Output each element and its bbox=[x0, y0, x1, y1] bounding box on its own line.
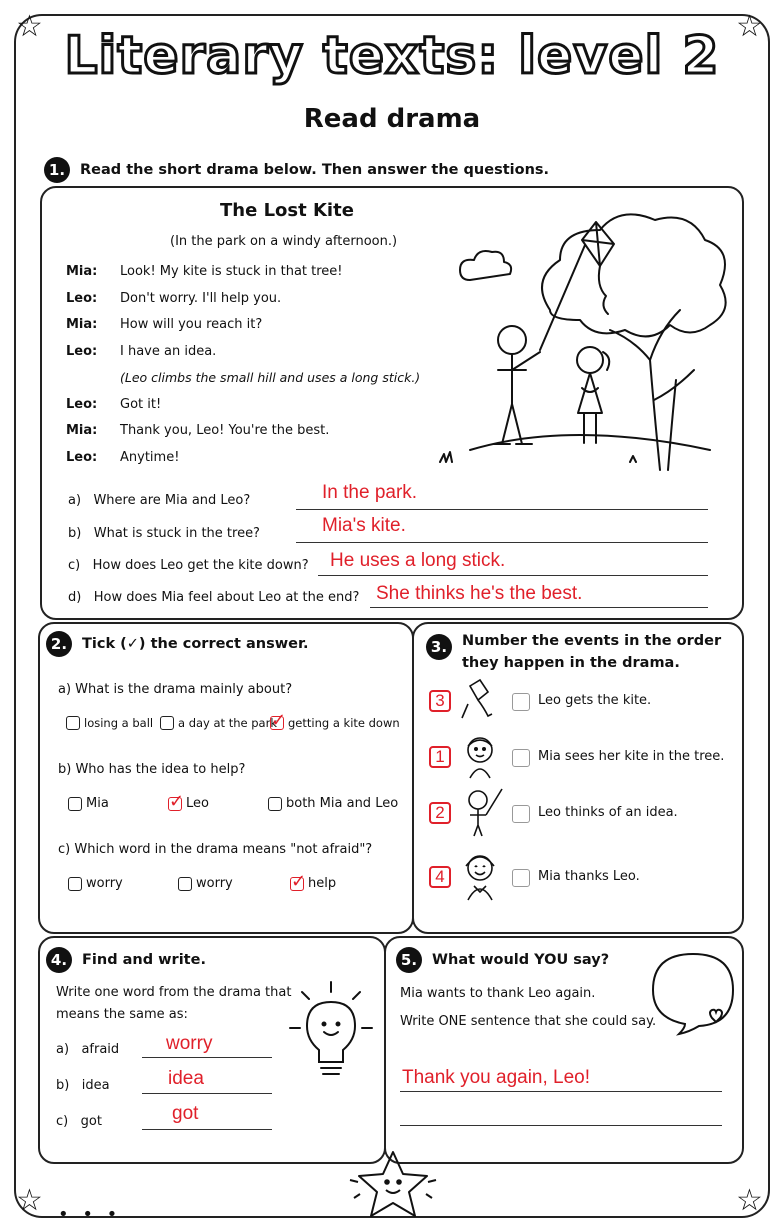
speaker: Leo: bbox=[66, 450, 98, 465]
answer-line[interactable] bbox=[296, 508, 708, 510]
event-checkbox[interactable] bbox=[512, 869, 530, 887]
event-order-number[interactable]: 3 bbox=[429, 690, 451, 712]
q2-option[interactable] bbox=[268, 796, 398, 811]
dialogue-line bbox=[66, 317, 262, 332]
speaker: Leo: bbox=[66, 291, 98, 306]
q5-number: 5. bbox=[396, 947, 422, 973]
answer-line[interactable] bbox=[142, 1056, 272, 1058]
q1-instruction: Read the short drama below. Then answer the questions. bbox=[80, 162, 550, 178]
q1-answer-a: In the park. bbox=[322, 482, 418, 503]
event-text: Mia thanks Leo. bbox=[538, 869, 640, 884]
option-label: getting a kite down bbox=[288, 716, 400, 730]
speaker: Leo: bbox=[66, 397, 98, 412]
dialogue-line bbox=[66, 291, 281, 306]
option-label: help bbox=[308, 876, 337, 891]
q5-heading bbox=[396, 947, 609, 973]
q2-question-a: a) What is the drama mainly about? bbox=[58, 682, 293, 697]
q4-prompt-line2: means the same as: bbox=[56, 1007, 188, 1022]
label: a) bbox=[68, 493, 82, 508]
worksheet-title: Literary texts: level 2 bbox=[64, 26, 720, 86]
checkbox-checked[interactable] bbox=[290, 877, 304, 891]
q4-answer-b: idea bbox=[168, 1068, 204, 1089]
action-direction: (Leo climbs the small hill and uses a long stick.) bbox=[120, 370, 421, 385]
word: got bbox=[80, 1114, 102, 1129]
q1-question-a bbox=[68, 493, 250, 508]
dots-decoration-bottom: • • • bbox=[58, 1204, 122, 1225]
checkbox[interactable] bbox=[160, 716, 174, 730]
q2-option[interactable] bbox=[290, 876, 336, 891]
q2-option[interactable] bbox=[168, 796, 209, 811]
option-label: both Mia and Leo bbox=[286, 796, 399, 811]
worksheet-subtitle: Read drama bbox=[303, 104, 481, 134]
q3-number: 3. bbox=[426, 634, 452, 660]
star-icon-top-right: ☆ bbox=[736, 9, 763, 44]
girl-face-icon bbox=[460, 734, 502, 780]
event-order-number[interactable]: 4 bbox=[429, 866, 451, 888]
speaker: Mia: bbox=[66, 317, 98, 332]
checkbox[interactable] bbox=[66, 716, 80, 730]
q1-question-d bbox=[68, 590, 359, 605]
q5-instruction: What would YOU say? bbox=[432, 952, 610, 968]
q2-option[interactable] bbox=[68, 876, 123, 891]
line-text: Got it! bbox=[120, 397, 162, 412]
label: a) bbox=[56, 1042, 70, 1057]
label: b) bbox=[68, 526, 82, 541]
kite-icon bbox=[460, 678, 502, 722]
q1-answer-c: He uses a long stick. bbox=[330, 550, 506, 571]
star-icon-top-left: ☆ bbox=[16, 9, 43, 44]
event-order-number[interactable]: 2 bbox=[429, 802, 451, 824]
q2-option[interactable] bbox=[160, 716, 277, 730]
checkbox[interactable] bbox=[68, 797, 82, 811]
speech-bubble-icon bbox=[648, 950, 738, 1036]
label: b) bbox=[56, 1078, 70, 1093]
question-text: What is stuck in the tree? bbox=[93, 526, 260, 541]
lightbulb-icon bbox=[286, 978, 376, 1088]
q4-number: 4. bbox=[46, 947, 72, 973]
checkbox[interactable] bbox=[68, 877, 82, 891]
q5-answer: Thank you again, Leo! bbox=[402, 1067, 591, 1088]
q2-instruction: Tick (✓) the correct answer. bbox=[82, 636, 309, 652]
q1-answer-b: Mia's kite. bbox=[322, 515, 406, 536]
stage-direction: (In the park on a windy afternoon.) bbox=[170, 234, 398, 249]
option-label: a day at the park bbox=[178, 716, 277, 730]
q3-heading bbox=[426, 630, 721, 674]
answer-line[interactable] bbox=[318, 574, 708, 576]
checkbox[interactable] bbox=[178, 877, 192, 891]
q1-answer-d: She thinks he's the best. bbox=[376, 583, 583, 604]
label: c) bbox=[56, 1114, 69, 1129]
q4-instruction: Find and write. bbox=[82, 952, 206, 968]
q3-instruction-line1: Number the events in the order bbox=[462, 633, 722, 649]
drama-title: The Lost Kite bbox=[220, 200, 354, 221]
speaker: Mia: bbox=[66, 264, 98, 279]
line-text: How will you reach it? bbox=[120, 317, 263, 332]
q4-prompt-line1: Write one word from the drama that bbox=[56, 985, 292, 1000]
event-checkbox[interactable] bbox=[512, 749, 530, 767]
speaker: Leo: bbox=[66, 344, 98, 359]
boy-with-stick-icon bbox=[460, 788, 506, 838]
q2-option[interactable] bbox=[66, 716, 153, 730]
q1-question-c bbox=[68, 558, 309, 573]
label: d) bbox=[68, 590, 82, 605]
star-icon-bottom-left: ☆ bbox=[16, 1183, 43, 1218]
q1-heading bbox=[44, 157, 549, 183]
checkbox-checked[interactable] bbox=[270, 716, 284, 730]
checkbox-checked[interactable] bbox=[168, 797, 182, 811]
q4-item-b bbox=[56, 1078, 110, 1093]
dialogue-line bbox=[66, 264, 343, 279]
event-checkbox[interactable] bbox=[512, 805, 530, 823]
answer-line[interactable] bbox=[296, 541, 708, 543]
q4-answer-c: got bbox=[172, 1103, 199, 1124]
answer-line[interactable] bbox=[400, 1124, 722, 1126]
answer-line[interactable] bbox=[142, 1128, 272, 1130]
smiling-star-icon bbox=[346, 1148, 440, 1220]
q1-number: 1. bbox=[44, 157, 70, 183]
word: afraid bbox=[81, 1042, 120, 1057]
line-text: I have an idea. bbox=[120, 344, 217, 359]
question-text: Where are Mia and Leo? bbox=[93, 493, 251, 508]
answer-line[interactable] bbox=[370, 606, 708, 608]
q4-item-a bbox=[56, 1042, 119, 1057]
dialogue-line bbox=[66, 344, 216, 359]
question-text: How does Leo get the kite down? bbox=[92, 558, 309, 573]
word: idea bbox=[81, 1078, 110, 1093]
answer-line[interactable] bbox=[400, 1090, 722, 1092]
event-text: Leo thinks of an idea. bbox=[538, 805, 678, 820]
option-label: worry bbox=[86, 876, 123, 891]
line-text: Look! My kite is stuck in that tree! bbox=[120, 264, 343, 279]
line-text: Anytime! bbox=[120, 450, 180, 465]
event-text: Leo gets the kite. bbox=[538, 693, 652, 708]
q2-option[interactable] bbox=[178, 876, 233, 891]
q2-option[interactable] bbox=[68, 796, 109, 811]
checkbox[interactable] bbox=[268, 797, 282, 811]
q5-prompt-line2: Write ONE sentence that she could say. bbox=[400, 1014, 657, 1029]
q3-instruction-line2: they happen in the drama. bbox=[462, 655, 680, 671]
dialogue-line bbox=[66, 397, 161, 412]
q1-question-b bbox=[68, 526, 260, 541]
q5-prompt-line1: Mia wants to thank Leo again. bbox=[400, 986, 596, 1001]
option-label: Leo bbox=[186, 796, 209, 811]
q2-heading bbox=[46, 631, 309, 657]
question-text: How does Mia feel about Leo at the end? bbox=[93, 590, 360, 605]
event-text: Mia sees her kite in the tree. bbox=[538, 749, 725, 764]
q4-prompt bbox=[56, 982, 291, 1026]
event-checkbox[interactable] bbox=[512, 693, 530, 711]
event-order-number[interactable]: 1 bbox=[429, 746, 451, 768]
happy-girl-icon bbox=[460, 852, 502, 904]
label: c) bbox=[68, 558, 81, 573]
q4-heading bbox=[46, 947, 206, 973]
q2-number: 2. bbox=[46, 631, 72, 657]
q4-item-c bbox=[56, 1114, 102, 1129]
option-label: worry bbox=[196, 876, 233, 891]
line-text: Thank you, Leo! You're the best. bbox=[120, 423, 330, 438]
line-text: Don't worry. I'll help you. bbox=[120, 291, 282, 306]
q4-answer-a: worry bbox=[166, 1033, 213, 1054]
q2-question-c: c) Which word in the drama means "not afraid"? bbox=[58, 842, 373, 857]
answer-line[interactable] bbox=[142, 1092, 272, 1094]
star-icon-bottom-right: ☆ bbox=[736, 1183, 763, 1218]
q3-instruction bbox=[462, 630, 721, 674]
option-label: losing a ball bbox=[84, 716, 154, 730]
q2-option[interactable] bbox=[270, 716, 400, 730]
dialogue-line bbox=[66, 450, 179, 465]
option-label: Mia bbox=[86, 796, 109, 811]
speaker: Mia: bbox=[66, 423, 98, 438]
dialogue-line bbox=[66, 423, 329, 438]
kite-scene-illustration bbox=[430, 200, 730, 475]
q2-question-b: b) Who has the idea to help? bbox=[58, 762, 246, 777]
